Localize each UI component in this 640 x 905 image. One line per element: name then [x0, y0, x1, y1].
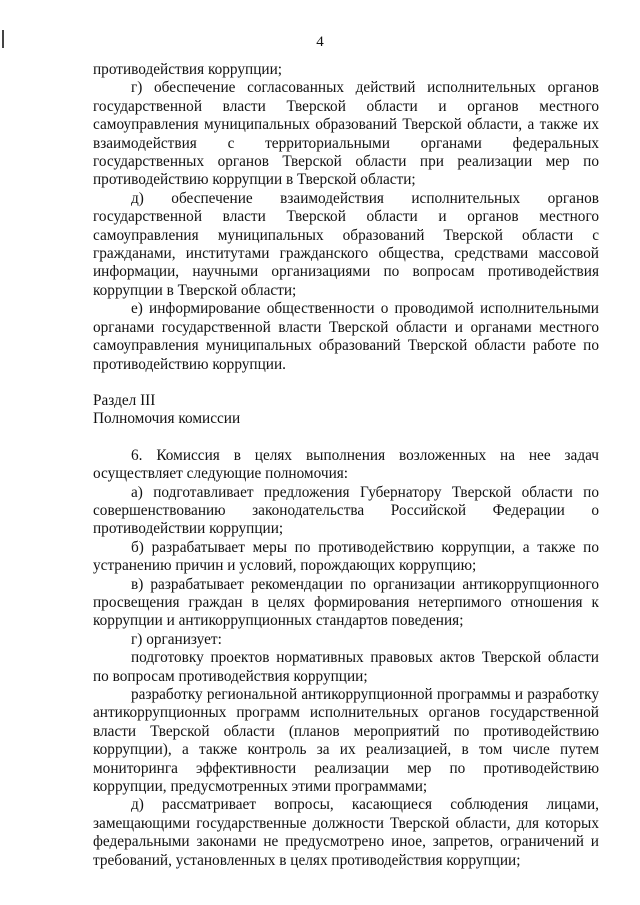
paragraphs-after-section: [93, 447, 599, 870]
paragraph: г) обеспечение согласованных действий исполнительных органов государственной власти Тверской области и органов местного самоуправления муниципальных образований Тверской области, а также их взаимодействия с территориальными органами федеральных государственных органов Тверской области при реализации мер по противодействию коррупции в Тверской области;: [93, 79, 599, 189]
paragraphs-before-section: [93, 61, 599, 374]
paragraph: противодействия коррупции;: [93, 61, 283, 78]
paragraph: д) рассматривает вопросы, касающиеся соблюдения лицами, замещающими государственные должности Тверской области, для которых федеральными законами не предусмотрено иное, запретов, ограничений и требований, установленных в целях противодействия коррупции;: [93, 796, 599, 869]
document-body: [93, 61, 599, 870]
page-number: 4: [316, 34, 324, 50]
section-label: Раздел III: [93, 391, 156, 409]
paragraph: е) информирование общественности о проводимой исполнительными органами государственной власти Тверской области и органами местного самоуправления муниципальных образований Тверской области работе по противодействию коррупции.: [93, 300, 599, 373]
paragraph: 6. Комиссия в целях выполнения возложенных на нее задач осуществляет следующие полномочия:: [93, 446, 599, 483]
paragraph: б) разрабатывает меры по противодействию коррупции, а также по устранению причин и условий, порождающих коррупцию;: [93, 538, 599, 575]
paragraph: разработку региональной антикоррупционной программы и разработку антикоррупционных программ исполнительных органов государственной власти Тверской области (планов мероприятий по противодействию коррупции), а также контроль за их реализацией, в том числе путем мониторинга эффективности реализации мер по противодействию коррупции, предусмотренных этими программами;: [93, 686, 599, 796]
paragraph: а) подготавливает предложения Губернатору Тверской области по совершенствованию законодательства Российской Федерации о противодействии коррупции;: [93, 483, 599, 538]
paragraph: д) обеспечение взаимодействия исполнительных органов государственной власти Тверской области и органов местного самоуправления муниципальных образований Тверской области с гражданами, институтами гражданского общества, средствами массовой информации, научными организациями по вопросам противодействия коррупции в Тверской области;: [93, 189, 599, 299]
section-title: Полномочия комиссии: [93, 410, 241, 428]
paragraph: подготовку проектов нормативных правовых актов Тверской области по вопросам противодействия коррупции;: [93, 649, 599, 685]
paragraph: г) организует:: [131, 630, 222, 648]
paragraph: в) разрабатывает рекомендации по организации антикоррупционного просвещения граждан в целях формирования нетерпимого отношения к коррупции и антикоррупционных стандартов поведения;: [93, 575, 599, 630]
